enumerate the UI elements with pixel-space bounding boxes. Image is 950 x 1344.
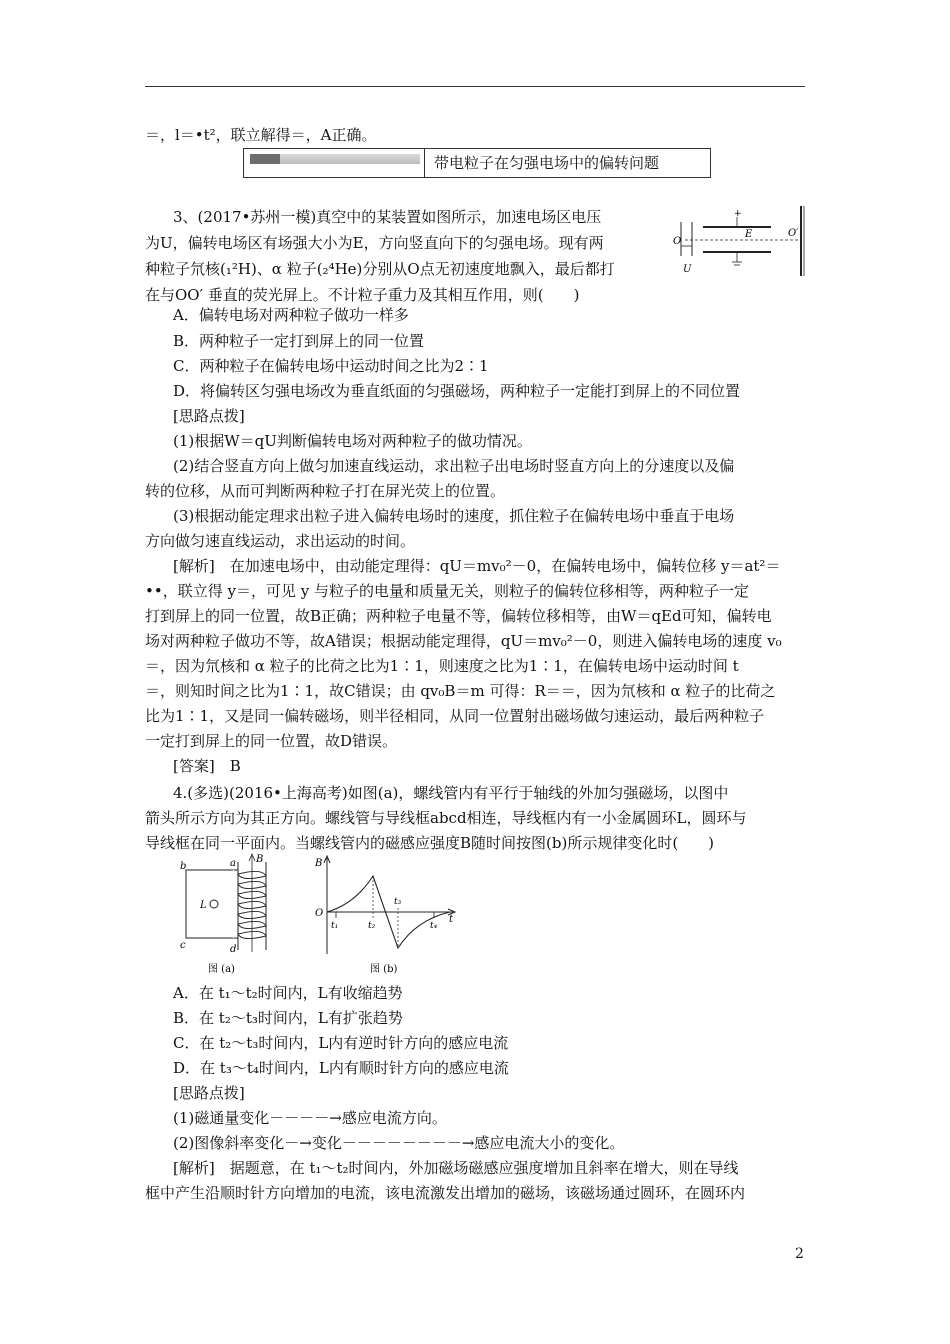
apparatus-figure	[673, 198, 821, 280]
svg-text:+: +	[734, 209, 742, 219]
q3-solution: ••，联立得 y＝，可见 y 与粒子的电量和质量无关，则粒子的偏转位移相等，两种粒子一定	[145, 582, 749, 600]
axis-O: O	[315, 908, 324, 919]
q4-option-a: A．在 t₁～t₂时间内，L有收缩趋势	[173, 984, 403, 1002]
q4-stem: 导线框在同一平面内。当螺线管内的磁感应强度B随时间按图(b)所示规律变化时( )	[145, 834, 715, 852]
topic-title: 带电粒子在匀强电场中的偏转问题	[434, 154, 660, 172]
q3-option-b: B．两种粒子一定打到屏上的同一位置	[173, 332, 425, 350]
tick-t1: t₁	[331, 921, 339, 931]
label-a: a	[230, 858, 236, 869]
figure-a	[172, 852, 287, 976]
q3-solution: ＝，则知时间之比为1∶1，故C错误；由 qv₀B＝m 可得：R＝＝，因为氘核和 α 粒子的比荷之	[145, 682, 776, 700]
q4-stem: 箭头所示方向为其正方向。螺线管与导线框abcd相连，导线框内有一小金属圆环L，圆环与	[145, 809, 747, 827]
label-E: E	[745, 229, 753, 240]
q3-option-d: D．将偏转区匀强电场改为垂直纸面的匀强磁场，两种粒子一定能打到屏上的不同位置	[173, 382, 741, 400]
page-number: 2	[795, 1246, 804, 1262]
q3-solution: [解析] 在加速电场中，由动能定理得：qU＝mv₀²－0，在偏转电场中，偏转位移 y＝at²＝	[173, 557, 781, 575]
q4-solution: 框中产生沿顺时针方向增加的电流，该电流激发出增加的磁场，该磁场通过圆环，在圆环内	[145, 1184, 746, 1202]
q4-hint: (1)磁通量变化－－－－→感应电流方向。	[173, 1109, 447, 1127]
q3-hint: 方向做匀速直线运动，求出运动的时间。	[145, 532, 416, 550]
label-O: O	[673, 236, 682, 247]
axis-t: t	[449, 914, 454, 925]
q3-hint: (2)结合竖直方向上做匀加速直线运动，求出粒子出电场时竖直方向上的分速度以及偏	[173, 457, 735, 475]
q4-option-b: B．在 t₂～t₃时间内，L有扩张趋势	[173, 1009, 403, 1027]
figure-b-caption: 图 (b)	[370, 964, 398, 975]
header-rule	[145, 86, 805, 87]
q3-solution: ＝，因为氘核和 α 粒子的比荷之比为1∶1，则速度之比为1∶1，在偏转电场中运动时间 t	[145, 657, 739, 675]
label-O-prime: O′	[788, 228, 799, 239]
label-B: B	[256, 854, 264, 865]
text-line: ＝，l＝•t²，联立解得＝，A正确。	[145, 126, 377, 144]
q3-hint: 转的位移，从而可判断两种粒子打在屏光荧上的位置。	[145, 482, 506, 500]
q3-stem: 为U，偏转电场区有场强大小为E，方向竖直向下的匀强电场。现有两	[145, 234, 604, 252]
figure-a-caption: 图 (a)	[208, 964, 235, 975]
q4-option-c: C．在 t₂～t₃时间内，L内有逆时针方向的感应电流	[173, 1034, 509, 1052]
q3-stem: 在与OO′ 垂直的荧光屏上。不计粒子重力及其相互作用，则( )	[145, 286, 580, 304]
figure-b	[310, 852, 460, 976]
label-L: L	[200, 900, 207, 911]
tick-t2: t₂	[368, 921, 376, 931]
q4-solution: [解析] 据题意，在 t₁～t₂时间内，外加磁场磁感应强度增加且斜率在增大，则在导线	[173, 1159, 739, 1177]
q3-hint-title: [思路点拨]	[173, 407, 245, 425]
tick-t4: t₄	[430, 921, 438, 931]
label-b: b	[180, 861, 187, 872]
label-c: c	[180, 940, 186, 951]
q3-hint: (1)根据W＝qU判断偏转电场对两种粒子的做功情况。	[173, 432, 532, 450]
q3-solution: 打到屏上的同一位置，故B正确；两种粒子电量不等，偏转位移相等，由W＝qEd可知，偏转电	[145, 607, 772, 625]
label-U: U	[683, 264, 692, 275]
q3-solution: 比为1∶1，又是同一偏转磁场，则半径相同，从同一位置射出磁场做匀速运动，最后两种粒子	[145, 707, 765, 725]
topic-tag	[250, 154, 420, 164]
q3-solution: 一定打到屏上的同一位置，故D错误。	[145, 732, 398, 750]
q4-hint: (2)图像斜率变化－→变化－－－－－－－－→感应电流大小的变化。	[173, 1134, 625, 1152]
q3-answer: [答案] B	[173, 757, 241, 775]
label-d: d	[230, 944, 237, 955]
q3-stem: 3、(2017•苏州一模)真空中的某装置如图所示，加速电场区电压	[173, 208, 602, 226]
axis-B: B	[315, 858, 323, 869]
topic-box	[243, 148, 711, 178]
q3-solution: 场对两种粒子做功不等，故A错误；根据动能定理得，qU＝mv₀²－0，则进入偏转电场的速度 v₀	[145, 632, 782, 650]
q3-option-c: C．两种粒子在偏转电场中运动时间之比为2∶1	[173, 357, 489, 375]
q3-hint: (3)根据动能定理求出粒子进入偏转电场时的速度，抓住粒子在偏转电场中垂直于电场	[173, 507, 735, 525]
q3-option-a: A．偏转电场对两种粒子做功一样多	[173, 306, 409, 324]
q4-stem: 4.(多选)(2016•上海高考)如图(a)，螺线管内有平行于轴线的外加匀强磁场，以图中	[173, 784, 729, 802]
tick-t3: t₃	[394, 897, 402, 907]
q4-option-d: D．在 t₃～t₄时间内，L内有顺时针方向的感应电流	[173, 1059, 509, 1077]
q3-stem: 种粒子氘核(₁²H)、α 粒子(₂⁴He)分别从O点无初速度地飘入，最后都打	[145, 260, 615, 278]
q4-hint-title: [思路点拨]	[173, 1084, 245, 1102]
